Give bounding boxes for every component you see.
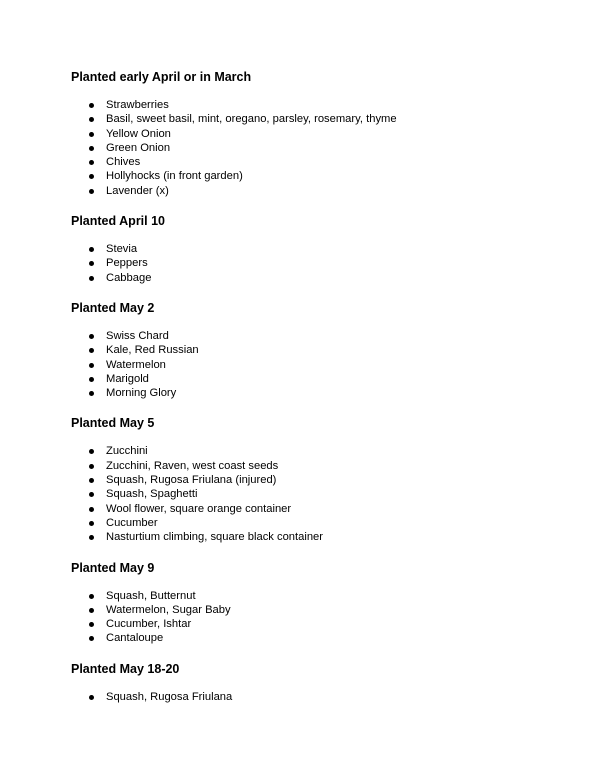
list-item-text: Peppers [106, 257, 148, 270]
bullet-list [71, 444, 600, 544]
bullet-list [71, 690, 600, 704]
list-item [71, 444, 600, 458]
section-heading: Planted May 18-20 [71, 661, 180, 676]
list-item-text: Green Onion [106, 141, 171, 154]
list-item-text: Watermelon, Sugar Baby [106, 603, 231, 616]
list-item-text: Yellow Onion [106, 127, 171, 140]
list-item-text: Squash, Rugosa Friulana [106, 690, 233, 703]
list-item-text: Stevia [106, 243, 138, 256]
list-item [71, 329, 600, 343]
list-item-text: Strawberries [106, 99, 169, 111]
list-item [71, 603, 600, 617]
list-item-text: Kale, Red Russian [106, 344, 199, 357]
section-heading: Planted May 9 [71, 560, 155, 575]
bullet-dot [89, 478, 94, 483]
bullet-list [71, 329, 600, 400]
bullet-dot [89, 608, 94, 613]
bullet-dot [89, 146, 94, 151]
bullet-dot [89, 594, 94, 599]
list-item [71, 184, 600, 198]
bullet-list [71, 98, 600, 198]
list-item [71, 473, 600, 487]
bullet-dot [89, 189, 94, 194]
bullet-dot [89, 334, 94, 339]
list-item [71, 141, 600, 155]
bullet-dot [89, 276, 94, 281]
list-item [71, 271, 600, 285]
list-item [71, 386, 600, 400]
list-item [71, 516, 600, 530]
bullet-dot [89, 391, 94, 396]
list-item [71, 155, 600, 169]
bullet-dot [89, 160, 94, 165]
list-item-text: Zucchini [106, 445, 148, 458]
bullet-dot [89, 521, 94, 526]
bullet-list [71, 589, 600, 646]
list-item-text: Marigold [106, 372, 149, 385]
list-item-text: Cantaloupe [106, 632, 164, 645]
list-item-text: Squash, Rugosa Friulana (injured) [106, 474, 277, 487]
list-item-text: Wool flower, square orange container [106, 502, 292, 515]
list-item [71, 358, 600, 372]
list-item-text: Swiss Chard [106, 329, 169, 342]
bullet-dot [89, 636, 94, 641]
list-item [71, 372, 600, 386]
list-item [71, 127, 600, 141]
bullet-dot [89, 622, 94, 627]
list-item [71, 242, 600, 256]
list-item [71, 617, 600, 631]
list-item-text: Zucchini, Raven, west coast seeds [106, 459, 279, 472]
bullet-dot [89, 464, 94, 469]
list-item [71, 256, 600, 270]
section-heading: Planted May 5 [71, 416, 155, 431]
bullet-dot [89, 103, 94, 108]
list-item-text: Hollyhocks (in front garden) [106, 170, 243, 183]
list-item [71, 690, 600, 704]
list-item-text: Chives [106, 156, 141, 169]
list-item-text: Squash, Butternut [106, 589, 196, 602]
bullet-dot [89, 247, 94, 252]
bullet-dot [89, 492, 94, 497]
list-item [71, 631, 600, 645]
bullet-dot [89, 261, 94, 266]
bullet-dot [89, 507, 94, 512]
section-heading: Planted April 10 [71, 214, 166, 229]
list-item-text: Cabbage [106, 271, 152, 284]
section-heading: Planted May 2 [71, 300, 155, 315]
bullet-list [71, 242, 600, 285]
list-item [71, 98, 600, 112]
bullet-dot [89, 377, 94, 382]
list-item-text: Watermelon [106, 358, 166, 371]
list-item-text: Squash, Spaghetti [106, 488, 198, 501]
bullet-dot [89, 363, 94, 368]
list-item [71, 343, 600, 357]
list-item [71, 169, 600, 183]
list-item [71, 530, 600, 544]
bullet-dot [89, 174, 94, 179]
bullet-dot [89, 117, 94, 122]
list-item-text: Cucumber [106, 516, 158, 529]
list-item-text: Morning Glory [106, 387, 177, 400]
list-item [71, 459, 600, 473]
bullet-dot [89, 132, 94, 137]
list-item-text: Basil, sweet basil, mint, oregano, parsley, rosemary, thyme [106, 113, 397, 126]
list-item [71, 502, 600, 516]
section-heading: Planted early April or in March [71, 70, 252, 84]
list-item [71, 487, 600, 501]
bullet-dot [89, 348, 94, 353]
list-item [71, 589, 600, 603]
list-item-text: Lavender (x) [106, 184, 169, 197]
bullet-dot [89, 695, 94, 700]
list-item [71, 112, 600, 126]
list-item-text: Cucumber, Ishtar [106, 618, 192, 631]
bullet-dot [89, 449, 94, 454]
bullet-dot [89, 535, 94, 540]
list-item-text: Nasturtium climbing, square black container [106, 531, 324, 544]
